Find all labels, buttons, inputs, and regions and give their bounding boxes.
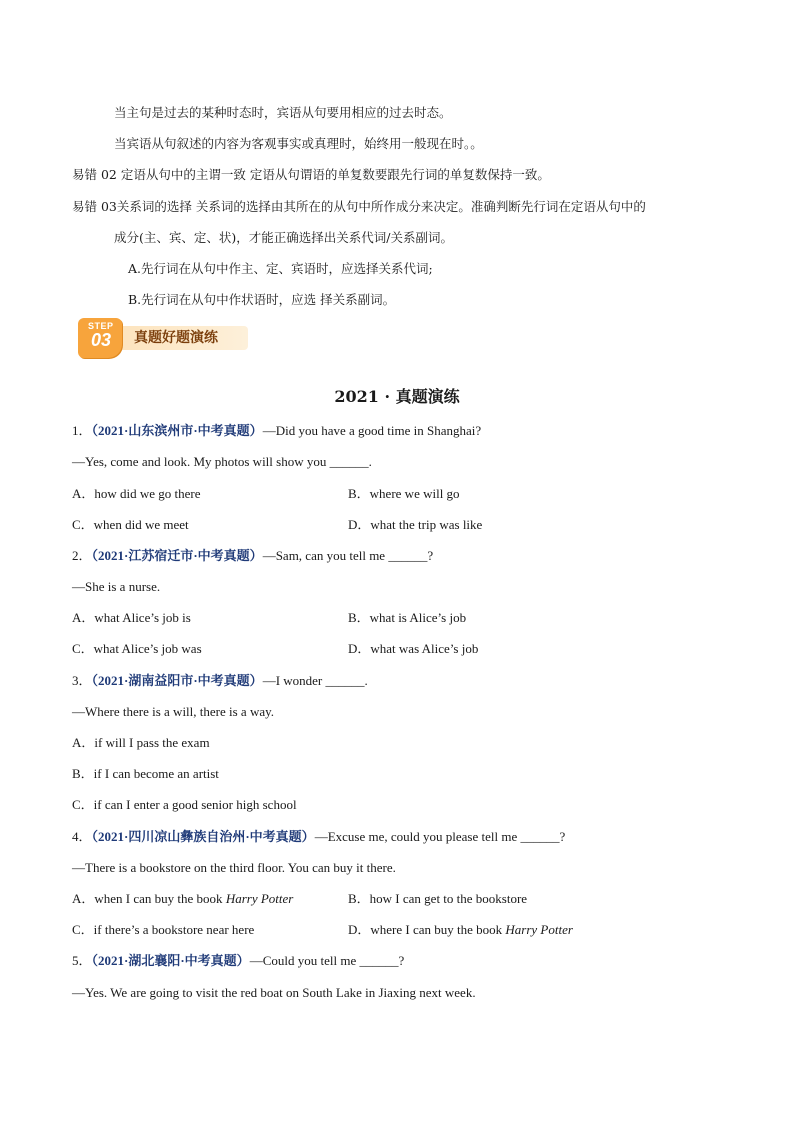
question-4-stem (72, 828, 565, 846)
option-text: if there’s a bookstore near here (93, 922, 255, 937)
question-4-option-b[interactable] (348, 890, 527, 908)
option-text: when did we meet (93, 517, 189, 532)
question-2-option-d[interactable] (348, 640, 478, 658)
option-text: what the trip was like (370, 517, 483, 532)
question-2-option-b[interactable] (348, 609, 466, 627)
question-3-option-a[interactable] (72, 734, 210, 752)
question-3-stem (72, 672, 368, 690)
question-source-tag: （2021·四川凉山彝族自治州·中考真题） (91, 829, 315, 844)
step-title: 真题好题演练 (134, 330, 218, 346)
option-text: what Alice’s job is (94, 610, 191, 625)
option-label: D． (348, 922, 371, 937)
step-number: 03 (91, 330, 112, 350)
option-label: C． (72, 641, 94, 656)
rule-line-5: 成分(主、宾、定、状)，才能正确选择出关系代词/关系副词。 (114, 230, 453, 245)
question-2-option-c[interactable] (72, 640, 202, 658)
option-label: D． (348, 517, 371, 532)
option-text: what was Alice’s job (370, 641, 479, 656)
question-3-option-c[interactable] (72, 796, 297, 814)
rule-line-7: B.先行词在从句中作状语时，应选 择关系副词。 (128, 292, 396, 307)
option-label: A． (72, 486, 95, 501)
option-label: C． (72, 797, 94, 812)
option-text: what is Alice’s job (369, 610, 467, 625)
question-text: —Sam, can you tell me ______? (262, 548, 434, 563)
option-text: how I can get to the bookstore (369, 891, 528, 906)
question-1-stem (72, 422, 481, 440)
book-title: Harry Potter (225, 891, 294, 906)
question-2-stem (72, 547, 433, 565)
question-number: 4． (72, 829, 92, 844)
question-4-option-d[interactable] (348, 921, 573, 939)
option-text: where I can buy the book (370, 922, 506, 937)
option-label: D． (348, 641, 371, 656)
step-badge (78, 318, 122, 358)
rule-line-4: 易错 03关系词的选择 关系词的选择由其所在的从句中所作成分来决定。准确判断先行词在定语从句中的 (72, 199, 646, 214)
question-2-reply: —She is a nurse. (72, 579, 161, 594)
rule-line-6: A.先行词在从句中作主、定、宾语时，应选择关系代词; (128, 261, 433, 276)
question-1-option-b[interactable] (348, 485, 460, 503)
question-4-option-c[interactable] (72, 921, 254, 939)
question-number: 2． (72, 548, 92, 563)
rule-line-2: 当宾语从句叙述的内容为客观事实或真理时，始终用一般现在时。。 (114, 136, 483, 151)
question-source-tag: （2021·江苏宿迁市·中考真题） (91, 548, 263, 563)
option-text: where we will go (369, 486, 460, 501)
section-title: 2021 · 真题演练 (334, 387, 460, 406)
option-label: A． (72, 735, 95, 750)
step-banner (78, 318, 250, 358)
rule-line-1: 当主句是过去的某种时态时，宾语从句要用相应的过去时态。 (114, 105, 452, 120)
option-text: when I can buy the book (94, 891, 226, 906)
question-1-option-a[interactable] (72, 485, 201, 503)
question-text: —Excuse me, could you please tell me ______? (314, 829, 566, 844)
question-2-option-a[interactable] (72, 609, 191, 627)
question-source-tag: （2021·湖南益阳市·中考真题） (91, 673, 263, 688)
question-source-tag: （2021·湖北襄阳·中考真题） (91, 953, 250, 968)
option-label: B． (348, 610, 370, 625)
question-1-option-c[interactable] (72, 516, 189, 534)
option-label: B． (348, 891, 370, 906)
option-text: what Alice’s job was (93, 641, 202, 656)
step-word: STEP (88, 321, 114, 331)
book-title: Harry Potter (505, 922, 573, 937)
question-text: —I wonder ______. (262, 673, 368, 688)
option-text: if can I enter a good senior high school (93, 797, 297, 812)
question-text: —Did you have a good time in Shanghai? (262, 423, 482, 438)
option-text: how did we go there (94, 486, 201, 501)
question-4-option-a[interactable] (72, 890, 293, 908)
question-number: 5． (72, 953, 92, 968)
option-text: if I can become an artist (93, 766, 219, 781)
option-label: A． (72, 610, 95, 625)
question-1-reply: —Yes, come and look. My photos will show you ______. (72, 454, 372, 469)
question-number: 1． (72, 423, 92, 438)
question-3-option-b[interactable] (72, 765, 219, 783)
question-number: 3． (72, 673, 92, 688)
option-label: B． (348, 486, 370, 501)
option-label: B． (72, 766, 94, 781)
question-5-reply: —Yes. We are going to visit the red boat on South Lake in Jiaxing next week. (72, 985, 476, 1000)
option-label: C． (72, 922, 94, 937)
question-text: —Could you tell me ______? (249, 953, 405, 968)
question-4-reply: —There is a bookstore on the third floor. You can buy it there. (72, 860, 396, 875)
option-text: if will I pass the exam (94, 735, 210, 750)
rule-line-3: 易错 02 定语从句中的主谓一致 定语从句谓语的单复数要跟先行词的单复数保持一致。 (72, 167, 550, 182)
question-5-stem (72, 952, 404, 970)
option-label: C． (72, 517, 94, 532)
question-source-tag: （2021·山东滨州市·中考真题） (91, 423, 263, 438)
question-1-option-d[interactable] (348, 516, 482, 534)
question-3-reply: —Where there is a will, there is a way. (72, 704, 275, 719)
option-label: A． (72, 891, 95, 906)
